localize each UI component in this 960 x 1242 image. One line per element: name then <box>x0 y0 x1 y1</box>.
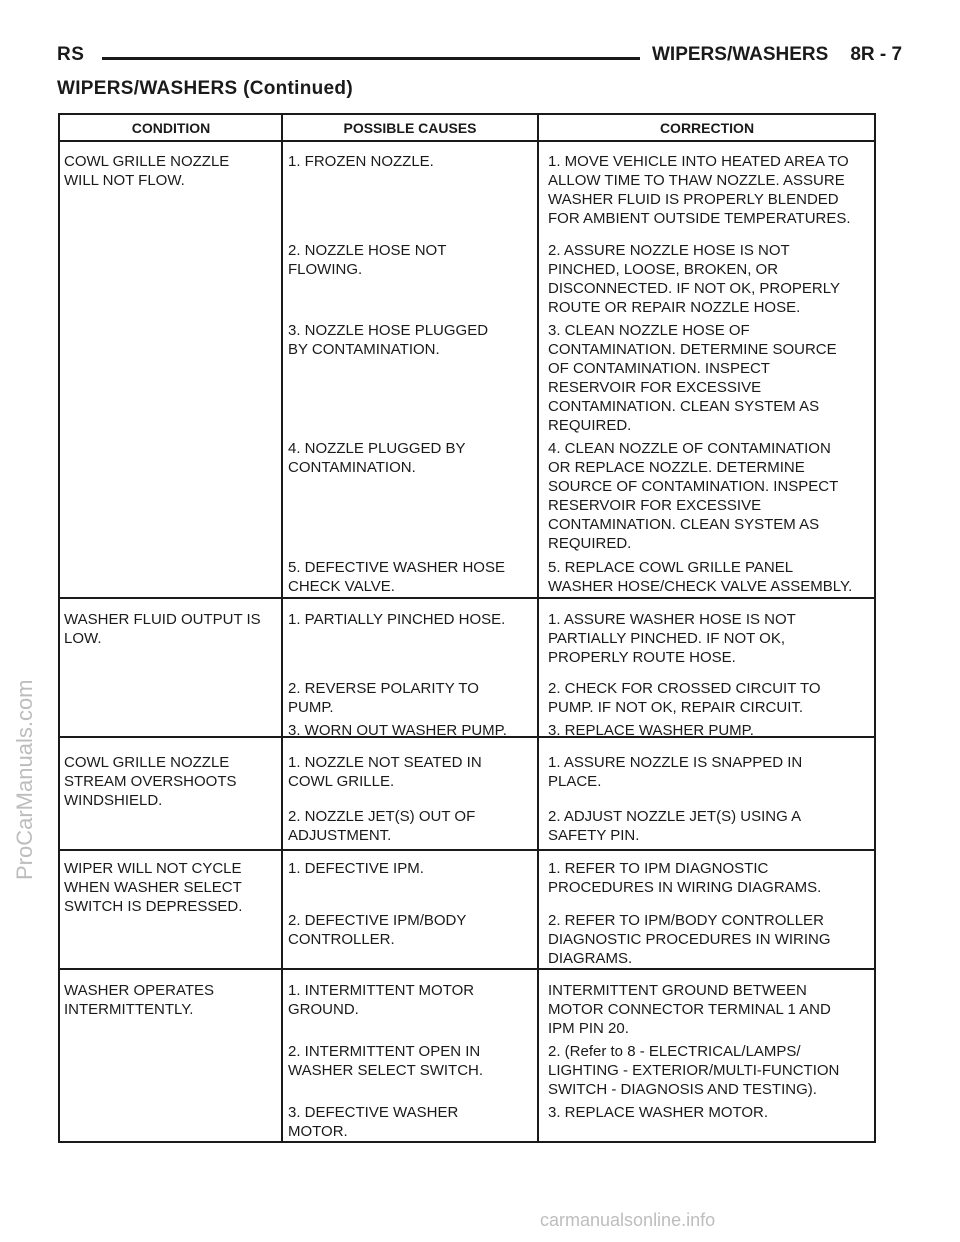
cause-cell: 3. NOZZLE HOSE PLUGGED BY CONTAMINATION. <box>288 322 489 358</box>
cause-cell: 4. NOZZLE PLUGGED BY CONTAMINATION. <box>288 440 466 476</box>
header-right <box>652 44 902 66</box>
group-divider <box>60 968 874 970</box>
header-title: WIPERS/WASHERS <box>652 44 829 65</box>
correction-cell: 2. ASSURE NOZZLE HOSE IS NOT PINCHED, LOOSE, BROKEN, OR DISCONNECTED. IF NOT OK, PROPERLY ROUTE OR REPAIR NOZZLE HOSE. <box>548 242 840 316</box>
table-header <box>60 115 874 142</box>
correction-cell: 3. REPLACE WASHER MOTOR. <box>548 1104 769 1121</box>
correction-cell: INTERMITTENT GROUND BETWEEN MOTOR CONNECTOR TERMINAL 1 AND IPM PIN 20. <box>548 982 831 1037</box>
correction-cell: 2. (Refer to 8 - ELECTRICAL/LAMPS/ LIGHTING - EXTERIOR/MULTI-FUNCTION SWITCH - DIAGNOSIS AND TESTING). <box>548 1043 840 1098</box>
correction-cell: 3. REPLACE WASHER PUMP. <box>548 722 754 739</box>
cause-cell: 2. NOZZLE HOSE NOT FLOWING. <box>288 242 447 278</box>
cause-cell: 1. FROZEN NOZZLE. <box>288 153 434 170</box>
correction-cell: 5. REPLACE COWL GRILLE PANEL WASHER HOSE/CHECK VALVE ASSEMBLY. <box>548 559 853 595</box>
cause-cell: 2. INTERMITTENT OPEN IN WASHER SELECT SWITCH. <box>288 1043 484 1079</box>
correction-cell: 2. CHECK FOR CROSSED CIRCUIT TO PUMP. IF NOT OK, REPAIR CIRCUIT. <box>548 680 821 716</box>
correction-cell: 1. ASSURE WASHER HOSE IS NOT PARTIALLY PINCHED. IF NOT OK, PROPERLY ROUTE HOSE. <box>548 611 796 666</box>
cause-cell: 1. INTERMITTENT MOTOR GROUND. <box>288 982 475 1018</box>
page-number: 8R - 7 <box>850 44 903 65</box>
condition-cell: WIPER WILL NOT CYCLE WHEN WASHER SELECT SWITCH IS DEPRESSED. <box>64 860 243 915</box>
diagnosis-table <box>58 113 876 1143</box>
condition-cell: COWL GRILLE NOZZLE STREAM OVERSHOOTS WINDSHIELD. <box>64 754 237 809</box>
correction-cell: 1. ASSURE NOZZLE IS SNAPPED IN PLACE. <box>548 754 803 790</box>
column-header-condition: CONDITION <box>131 120 211 136</box>
cause-cell: 1. PARTIALLY PINCHED HOSE. <box>288 611 506 628</box>
section-subheading: WIPERS/WASHERS (Continued) <box>57 78 353 99</box>
correction-cell: 3. CLEAN NOZZLE HOSE OF CONTAMINATION. DETERMINE SOURCE OF CONTAMINATION. INSPECT RESERVOIR FOR EXCESSIVE CONTAMINATION. CLEAN SYSTEM AS REQUIRED. <box>548 322 837 434</box>
condition-cell: COWL GRILLE NOZZLE WILL NOT FLOW. <box>64 153 230 189</box>
group-divider <box>60 849 874 851</box>
cause-cell: 2. REVERSE POLARITY TO PUMP. <box>288 680 479 716</box>
column-header-correction: CORRECTION <box>659 120 755 136</box>
group-divider <box>60 597 874 599</box>
side-watermark: ProCarManuals.com <box>12 679 37 880</box>
header-section-code: RS <box>57 44 85 65</box>
condition-cell: WASHER OPERATES INTERMITTENTLY. <box>64 982 215 1018</box>
correction-cell: 4. CLEAN NOZZLE OF CONTAMINATION OR REPLACE NOZZLE. DETERMINE SOURCE OF CONTAMINATION. INSPECT RESERVOIR FOR EXCESSIVE CONTAMINATION. CLEAN SYSTEM AS REQUIRED. <box>548 440 839 552</box>
correction-cell: 2. REFER TO IPM/BODY CONTROLLER DIAGNOSTIC PROCEDURES IN WIRING DIAGRAMS. <box>548 912 831 967</box>
correction-cell: 2. ADJUST NOZZLE JET(S) USING A SAFETY PIN. <box>548 808 802 844</box>
cause-cell: 5. DEFECTIVE WASHER HOSE CHECK VALVE. <box>288 559 505 595</box>
condition-cell: WASHER FLUID OUTPUT IS LOW. <box>64 611 261 647</box>
column-divider <box>281 115 283 1141</box>
column-header-causes: POSSIBLE CAUSES <box>343 120 477 136</box>
cause-cell: 1. NOZZLE NOT SEATED IN COWL GRILLE. <box>288 754 482 790</box>
cause-cell: 1. DEFECTIVE IPM. <box>288 860 424 877</box>
footer-watermark: carmanualsonline.info <box>540 1210 716 1230</box>
cause-cell: 2. NOZZLE JET(S) OUT OF ADJUSTMENT. <box>288 808 476 844</box>
header-rule <box>102 57 640 60</box>
correction-cell: 1. MOVE VEHICLE INTO HEATED AREA TO ALLOW TIME TO THAW NOZZLE. ASSURE WASHER FLUID IS PROPERLY BLENDED FOR AMBIENT OUTSIDE TEMPERATURES. <box>548 153 851 227</box>
column-divider <box>537 115 539 1141</box>
correction-cell: 1. REFER TO IPM DIAGNOSTIC PROCEDURES IN WIRING DIAGRAMS. <box>548 860 822 896</box>
cause-cell: 3. WORN OUT WASHER PUMP. <box>288 722 507 739</box>
cause-cell: 3. DEFECTIVE WASHER MOTOR. <box>288 1104 459 1140</box>
cause-cell: 2. DEFECTIVE IPM/BODY CONTROLLER. <box>288 912 467 948</box>
